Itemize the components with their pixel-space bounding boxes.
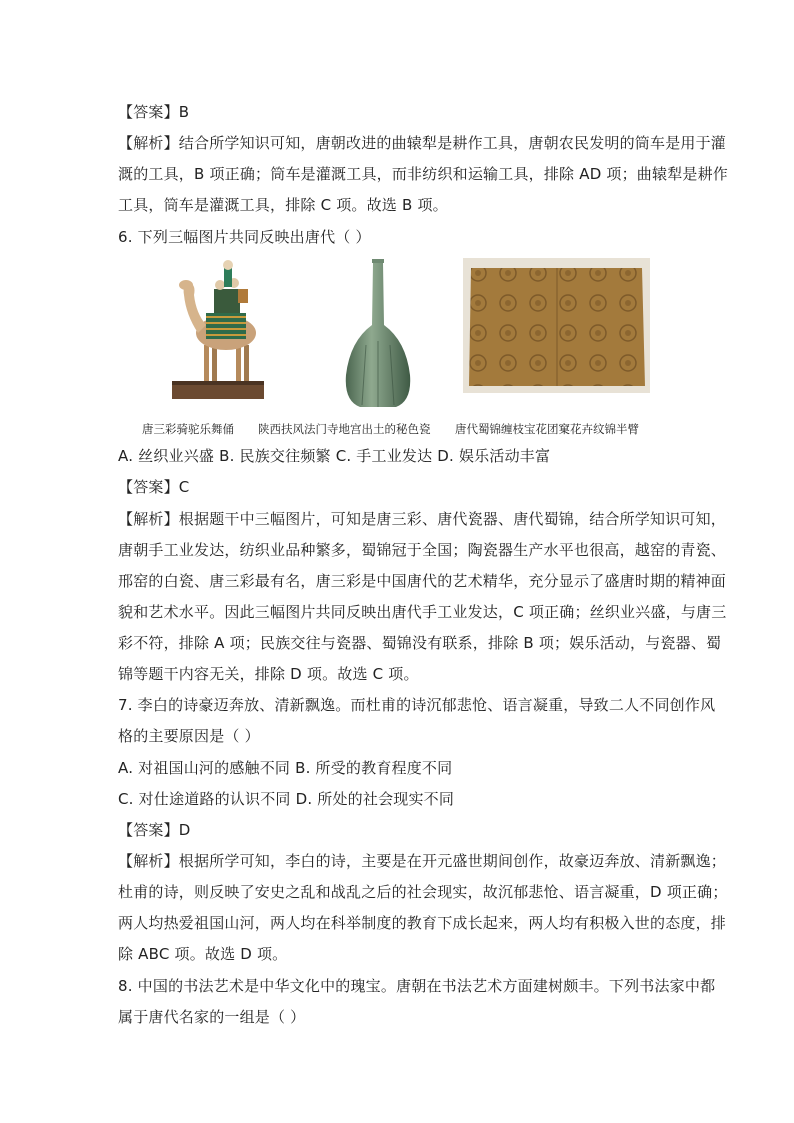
q7-analysis-line-3: 两人均热爱祖国山河，两人均在科举制度的教育下成长起来，两人均有积极入世的态度，排 bbox=[118, 914, 727, 932]
camel-figurine-image bbox=[170, 255, 266, 403]
q7-analysis-line-2: 杜甫的诗，则反映了安史之乱和战乱之后的社会现实，故沉郁悲怆、语言凝重，D 项正确； bbox=[118, 883, 728, 901]
caption-brocade: 唐代蜀锦缠枝宝花团窠花卉纹锦半臂 bbox=[455, 422, 639, 436]
q7-analysis-line-4: 除 ABC 项。故选 D 项。 bbox=[118, 945, 288, 963]
q6-stem: 6. 下列三幅图片共同反映出唐代（ ） bbox=[118, 228, 371, 246]
q8-stem-line-2: 属于唐代名家的一组是（ ） bbox=[118, 1008, 306, 1026]
q8-stem-line-1: 8. 中国的书法艺术是中华文化中的瑰宝。唐朝在书法艺术方面建树颇丰。下列书法家中都 bbox=[118, 977, 716, 995]
q6-analysis-line-5: 彩不符，排除 A 项；民族交往与瓷器、蜀锦没有联系，排除 B 项；娱乐活动，与瓷器、蜀 bbox=[118, 634, 722, 652]
celadon-vase-image bbox=[340, 255, 416, 411]
q5-answer: 【答案】B bbox=[118, 103, 190, 121]
q7-options-line-1: A. 对祖国山河的感触不同 B. 所受的教育程度不同 bbox=[118, 759, 453, 777]
q5-analysis-line-3: 工具，筒车是灌溉工具，排除 C 项。故选 B 项。 bbox=[118, 196, 448, 214]
q6-analysis-line-3: 邢窑的白瓷、唐三彩最有名，唐三彩是中国唐代的艺术精华，充分显示了盛唐时期的精神面 bbox=[118, 572, 727, 590]
q7-stem-line-2: 格的主要原因是（ ） bbox=[118, 727, 260, 745]
q5-analysis-line-2: 溉的工具，B 项正确；筒车是灌溉工具，而非纺织和运输工具，排除 AD 项；曲辕犁是耕作 bbox=[118, 165, 729, 183]
q6-options: A. 丝织业兴盛 B. 民族交往频繁 C. 手工业发达 D. 娱乐活动丰富 bbox=[118, 447, 551, 465]
q7-analysis-line-1: 【解析】根据所学可知，李白的诗，主要是在开元盛世期间创作，故豪迈奔放、清新飘逸； bbox=[118, 852, 727, 870]
q6-analysis-line-4: 貌和艺术水平。因此三幅图片共同反映出唐代手工业发达，C 项正确；丝织业兴盛，与唐三 bbox=[118, 603, 727, 621]
caption-vase: 陕西扶风法门寺地宫出土的秘色瓷 bbox=[258, 422, 431, 436]
q6-answer: 【答案】C bbox=[118, 478, 190, 496]
q7-answer: 【答案】D bbox=[118, 821, 191, 839]
q6-analysis-line-2: 唐朝手工业发达，纺织业品种繁多，蜀锦冠于全国；陶瓷器生产水平也很高，越窑的青瓷、 bbox=[118, 541, 727, 559]
q6-analysis-line-6: 锦等题干内容无关，排除 D 项。故选 C 项。 bbox=[118, 665, 419, 683]
q5-analysis-line-1: 【解析】结合所学知识可知，唐朝改进的曲辕犁是耕作工具，唐朝农民发明的筒车是用于灌 bbox=[118, 134, 727, 152]
brocade-garment-image bbox=[463, 258, 650, 393]
q7-options-line-2: C. 对仕途道路的认识不同 D. 所处的社会现实不同 bbox=[118, 790, 455, 808]
q6-analysis-line-1: 【解析】根据题干中三幅图片，可知是唐三彩、唐代瓷器、唐代蜀锦，结合所学知识可知， bbox=[118, 510, 727, 528]
caption-camel: 唐三彩骑驼乐舞俑 bbox=[142, 422, 234, 436]
q7-stem-line-1: 7. 李白的诗豪迈奔放、清新飘逸。而杜甫的诗沉郁悲怆、语言凝重，导致二人不同创作风 bbox=[118, 696, 716, 714]
